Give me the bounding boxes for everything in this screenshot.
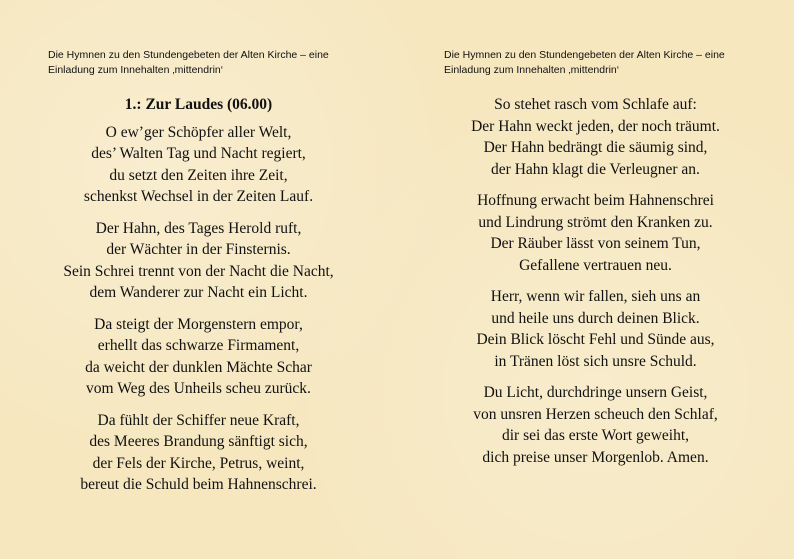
stanza <box>0 410 397 496</box>
verse-line: Da steigt der Morgenstern empor, <box>94 315 303 333</box>
verse-line: bereut die Schuld beim Hahnenschrei. <box>80 476 317 493</box>
hymn-text <box>0 94 397 506</box>
verse-line: Der Hahn weckt jeden, der noch träumt. <box>471 117 720 135</box>
verse-line: Dein Blick löscht Fehl und Sünde aus, <box>476 331 715 348</box>
header-line: Die Hymnen zu den Stundengebeten der Alten Kirche – eine <box>48 49 329 61</box>
hymn-title: 1.: Zur Laudes (06.00) <box>124 96 273 113</box>
verse-line: von unsren Herzen scheuch den Schlaf, <box>473 405 718 423</box>
page-header <box>444 48 764 78</box>
verse-line: Gefallene vertrauen neu. <box>519 256 672 274</box>
verse-line: und heile uns durch deinen Blick. <box>491 309 700 327</box>
header-line: Einladung zum Innehalten ‚mittendrin‘ <box>48 64 224 76</box>
stanza <box>397 286 794 372</box>
stanza <box>397 190 794 276</box>
verse-line: der Fels der Kirche, Petrus, weint, <box>92 454 305 472</box>
verse-line: O ew’ger Schöpfer aller Welt, <box>105 123 292 141</box>
verse-line: du setzt den Zeiten ihre Zeit, <box>109 166 288 184</box>
verse-line: vom Weg des Unheils scheu zurück. <box>86 380 311 397</box>
verse-line: So stehet rasch vom Schlafe auf: <box>494 96 697 113</box>
verse-line: Der Hahn, des Tages Herold ruft, <box>95 219 302 237</box>
stanza <box>0 218 397 304</box>
right-page <box>397 0 794 559</box>
page-header <box>48 48 368 78</box>
verse-line: der Hahn klagt die Verleugner an. <box>491 160 700 178</box>
verse-line: Da fühlt der Schiffer neue Kraft, <box>97 411 300 429</box>
stanza <box>397 94 794 180</box>
verse-line: der Wächter in der Finsternis. <box>106 241 291 258</box>
verse-line: dich preise unser Morgenlob. Amen. <box>482 448 709 466</box>
verse-line: Du Licht, durchdringe unsern Geist, <box>483 384 708 401</box>
verse-line: des’ Walten Tag und Nacht regiert, <box>91 145 306 162</box>
verse-line: Hoffnung erwacht beim Hahnenschrei <box>477 192 714 209</box>
stanza <box>397 382 794 468</box>
verse-line: schenkst Wechsel in der Zeiten Lauf. <box>83 188 314 205</box>
verse-line: dem Wanderer zur Nacht ein Licht. <box>89 284 308 301</box>
verse-line: Der Hahn bedrängt die säumig sind, <box>483 139 708 156</box>
verse-line: in Tränen löst sich unsre Schuld. <box>494 352 697 370</box>
hymn-text <box>397 94 794 478</box>
verse-line: Sein Schrei trennt von der Nacht die Nacht, <box>63 262 334 280</box>
header-line: Einladung zum Innehalten ‚mittendrin‘ <box>444 64 620 76</box>
verse-line: des Meeres Brandung sänftigt sich, <box>89 433 308 450</box>
verse-line: Herr, wenn wir fallen, sieh uns an <box>490 288 701 305</box>
verse-line: Der Räuber lässt von seinem Tun, <box>490 235 701 252</box>
stanza <box>0 122 397 208</box>
header-line: Die Hymnen zu den Stundengebeten der Alten Kirche – eine <box>444 49 725 61</box>
stanza <box>0 314 397 400</box>
verse-line: dir sei das erste Wort geweiht, <box>502 427 689 444</box>
verse-line: und Lindrung strömt den Kranken zu. <box>478 213 713 231</box>
verse-line: erhellt das schwarze Firmament, <box>97 337 300 354</box>
verse-line: da weicht der dunklen Mächte Schar <box>85 358 312 376</box>
